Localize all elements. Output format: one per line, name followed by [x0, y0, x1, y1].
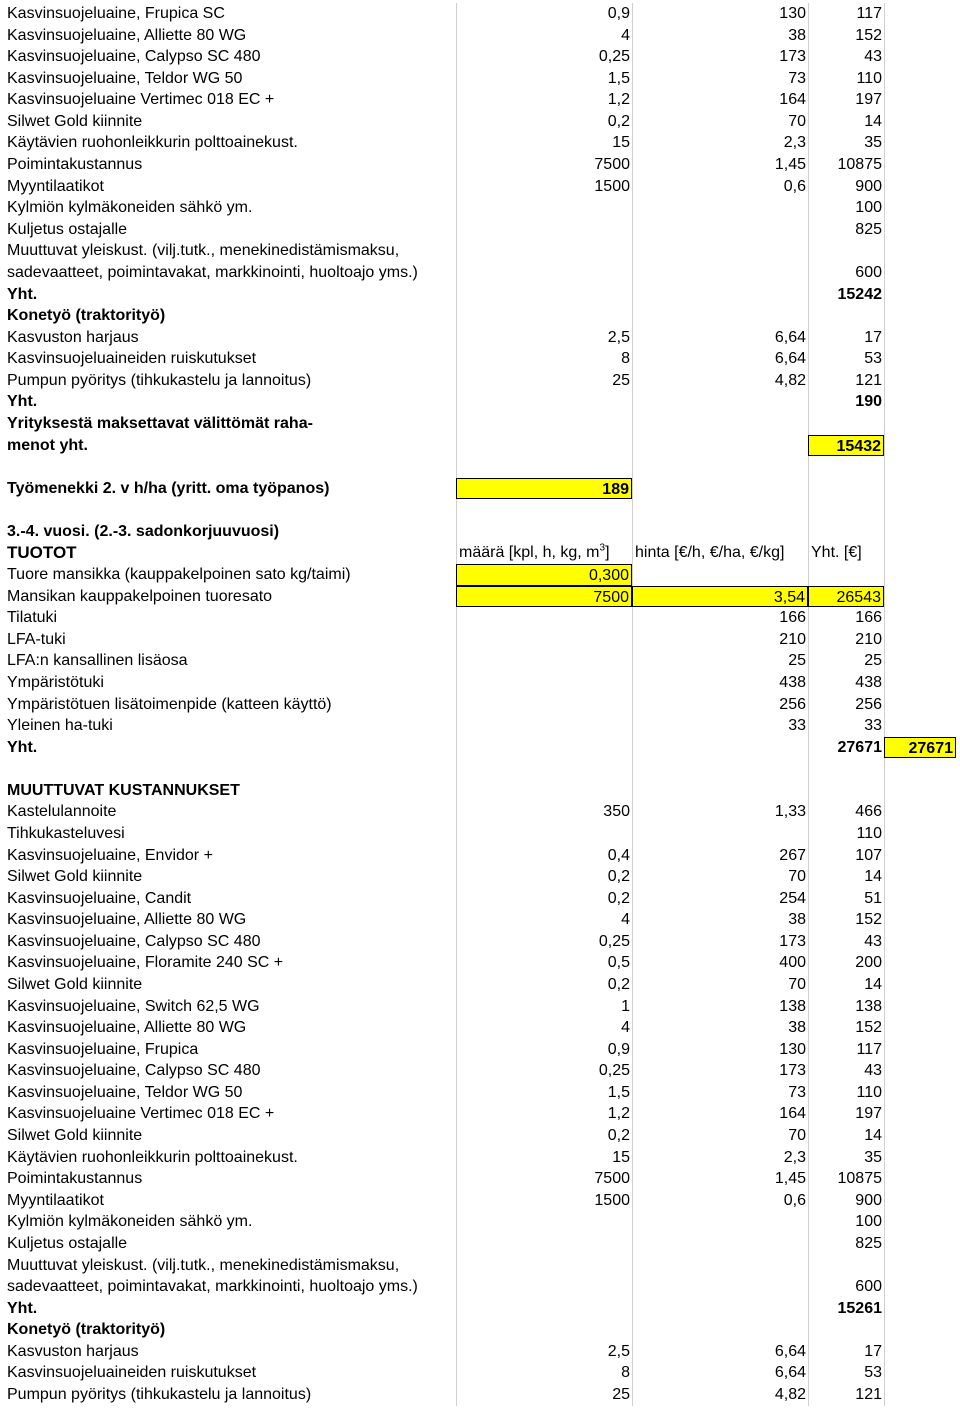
row-label-cell[interactable]: Silwet Gold kiinnite: [7, 976, 143, 994]
value-cell-d[interactable]: 152: [855, 1019, 882, 1037]
value-cell-c[interactable]: 33: [788, 717, 806, 735]
value-cell-d[interactable]: 15432: [808, 435, 884, 457]
value-cell-c[interactable]: 0,6: [783, 177, 806, 195]
value-cell-e[interactable]: 27671: [884, 737, 956, 759]
value-cell-b[interactable]: 0,25: [598, 932, 630, 950]
column-header-hinta[interactable]: hinta [€/h, €/ha, €/kg]: [635, 544, 785, 562]
row-label-cell[interactable]: Kasvinsuojeluaine, Calypso SC 480: [7, 48, 261, 66]
value-cell-c[interactable]: 138: [779, 997, 806, 1015]
table-row: [4, 952, 956, 974]
table-row: [4, 219, 956, 241]
table-row: [4, 564, 956, 586]
row-label-cell[interactable]: Silwet Gold kiinnite: [7, 1127, 143, 1145]
value-cell-b[interactable]: 7500: [456, 586, 632, 608]
table-row: [4, 327, 956, 349]
value-cell-c[interactable]: 6,64: [774, 350, 806, 368]
value-cell-b[interactable]: 8: [621, 350, 630, 368]
value-cell-b[interactable]: 0,2: [607, 1127, 630, 1145]
table-row: [4, 262, 956, 284]
table-row: [4, 1319, 956, 1341]
value-cell-d[interactable]: 33: [864, 717, 882, 735]
row-label-cell[interactable]: Kasvuston harjaus: [7, 328, 139, 346]
value-cell-c[interactable]: 400: [779, 954, 806, 972]
row-label-cell[interactable]: Muuttuvat yleiskust. (vilj.tutk., menekinedistämismaksu,: [7, 1256, 400, 1274]
row-label-cell[interactable]: Työmenekki 2. v h/ha (yritt. oma työpanos): [7, 479, 330, 497]
row-label-cell[interactable]: Tihkukasteluvesi: [7, 824, 125, 842]
table-row: [4, 25, 956, 47]
table-row: [4, 132, 956, 154]
table-row: [4, 521, 956, 543]
value-cell-c[interactable]: 70: [788, 868, 806, 886]
value-cell-d[interactable]: 256: [855, 695, 882, 713]
table-row: [4, 1082, 956, 1104]
value-cell-d[interactable]: 17: [864, 328, 882, 346]
table-row: [4, 1362, 956, 1384]
table-row: [4, 1298, 956, 1320]
row-label-cell[interactable]: Pumpun pyöritys (tihkukastelu ja lannoitus): [7, 371, 312, 389]
value-cell-b[interactable]: 0,25: [598, 48, 630, 66]
value-cell-d[interactable]: 152: [855, 911, 882, 929]
row-label-cell[interactable]: Kasvinsuojeluaine, Alliette 80 WG: [7, 26, 247, 44]
table-row: [4, 478, 956, 500]
value-cell-b[interactable]: 1,5: [607, 1083, 630, 1101]
value-cell-d[interactable]: 152: [855, 26, 882, 44]
value-cell-c[interactable]: 164: [779, 1105, 806, 1123]
value-cell-b[interactable]: 0,2: [607, 889, 630, 907]
table-row: [4, 1017, 956, 1039]
value-cell-d[interactable]: 466: [855, 803, 882, 821]
table-row: [4, 845, 956, 867]
row-label-cell[interactable]: Kasvinsuojeluaine, Frupica SC: [7, 5, 225, 22]
table-row: [4, 888, 956, 910]
table-row: [4, 176, 956, 198]
value-cell-c[interactable]: 1,33: [774, 803, 806, 821]
value-cell-d[interactable]: 138: [855, 997, 882, 1015]
value-cell-c[interactable]: 438: [779, 673, 806, 691]
header-text: ]: [605, 544, 610, 562]
value-cell-d[interactable]: 10875: [837, 156, 882, 174]
value-cell-b[interactable]: 1,5: [607, 69, 630, 87]
value-cell-d[interactable]: 110: [856, 69, 882, 87]
table-row: [4, 1255, 956, 1277]
spreadsheet: [4, 3, 956, 1406]
value-cell-d[interactable]: 43: [864, 1062, 882, 1080]
value-cell-c[interactable]: 70: [788, 1127, 806, 1145]
table-row: [4, 499, 956, 521]
table-row: [4, 694, 956, 716]
value-cell-b[interactable]: 25: [612, 1386, 630, 1403]
row-label-cell[interactable]: Ympäristötuki: [7, 673, 104, 691]
value-cell-c[interactable]: 164: [779, 91, 806, 109]
value-cell-d[interactable]: 107: [855, 846, 882, 864]
row-label-cell[interactable]: Kastelulannoite: [7, 803, 117, 821]
value-cell-d[interactable]: 14: [864, 112, 882, 130]
value-cell-c[interactable]: 210: [779, 630, 806, 648]
value-cell-c[interactable]: 38: [788, 26, 806, 44]
value-cell-d[interactable]: 200: [855, 954, 882, 972]
table-row: [4, 1147, 956, 1169]
value-cell-c[interactable]: 25: [788, 652, 806, 670]
row-label-cell[interactable]: LFA-tuki: [7, 630, 66, 648]
value-cell-d[interactable]: 900: [855, 1191, 882, 1209]
row-label-cell[interactable]: Kasvinsuojeluaine, Teldor WG 50: [7, 69, 243, 87]
table-row: [4, 68, 956, 90]
row-label-cell[interactable]: Kasvinsuojeluaine, Floramite 240 SC +: [7, 954, 284, 972]
row-label-cell[interactable]: Yht.: [7, 393, 38, 411]
row-label-cell[interactable]: Yht.: [7, 1299, 38, 1317]
value-cell-b[interactable]: 0,2: [607, 976, 630, 994]
value-cell-b[interactable]: 0,2: [607, 112, 630, 130]
value-cell-c[interactable]: 70: [788, 112, 806, 130]
table-row: [4, 413, 956, 435]
value-cell-d[interactable]: 117: [856, 1040, 882, 1058]
table-row: [4, 89, 956, 111]
table-row: [4, 1060, 956, 1082]
row-label-cell[interactable]: sadevaatteet, poimintavakat, markkinointi, huoltoajo yms.): [7, 1278, 418, 1296]
table-row: [4, 866, 956, 888]
row-label-cell[interactable]: Kasvinsuojeluaine, Frupica: [7, 1040, 199, 1058]
row-label-cell[interactable]: Kasvinsuojeluaine, Alliette 80 WG: [7, 911, 247, 929]
row-label-cell[interactable]: Käytävien ruohonleikkurin polttoainekust.: [7, 134, 298, 152]
row-label-cell[interactable]: Muuttuvat yleiskust. (vilj.tutk., menekinedistämismaksu,: [7, 242, 400, 260]
value-cell-b[interactable]: 2,5: [607, 1342, 630, 1360]
value-cell-c[interactable]: 1,45: [774, 1170, 806, 1188]
row-label-cell[interactable]: Kuljetus ostajalle: [7, 1234, 128, 1252]
value-cell-c[interactable]: 166: [779, 609, 806, 627]
value-cell-b[interactable]: 1,2: [607, 1105, 630, 1123]
row-label-cell[interactable]: Poimintakustannus: [7, 1170, 143, 1188]
value-cell-d[interactable]: 25: [864, 652, 882, 670]
value-cell-d[interactable]: 121: [855, 1386, 882, 1403]
value-cell-b[interactable]: 0,300: [456, 564, 632, 586]
row-label-cell[interactable]: Käytävien ruohonleikkurin polttoainekust.: [7, 1148, 298, 1166]
value-cell-b[interactable]: 15: [612, 134, 630, 152]
table-row: [4, 284, 956, 306]
row-label-cell[interactable]: Kasvinsuojeluaine Vertimec 018 EC +: [7, 1105, 275, 1123]
value-cell-c[interactable]: 1,45: [774, 156, 806, 174]
row-label-cell[interactable]: Mansikan kauppakelpoinen tuoresato: [7, 587, 273, 605]
table-row: [4, 650, 956, 672]
value-cell-b[interactable]: 189: [456, 478, 632, 500]
table-row: [4, 672, 956, 694]
value-cell-b[interactable]: 15: [612, 1148, 630, 1166]
value-cell-d[interactable]: 15242: [837, 285, 882, 303]
table-row: [4, 974, 956, 996]
value-cell-c[interactable]: 4,82: [774, 1386, 806, 1403]
table-row: [4, 715, 956, 737]
value-cell-c[interactable]: 2,3: [783, 1148, 806, 1166]
row-label-cell[interactable]: menot yht.: [7, 436, 88, 454]
value-cell-c[interactable]: 0,6: [783, 1191, 806, 1209]
row-label-cell[interactable]: Konetyö (traktorityö): [7, 307, 166, 325]
value-cell-c[interactable]: 38: [788, 911, 806, 929]
table-row: [4, 240, 956, 262]
row-label-cell[interactable]: Tuore mansikka (kauppakelpoinen sato kg/taimi): [7, 566, 351, 584]
value-cell-c[interactable]: 173: [779, 1062, 806, 1080]
table-row: [4, 1341, 956, 1363]
table-row: [4, 3, 956, 25]
value-cell-d[interactable]: 110: [856, 824, 882, 842]
value-cell-d[interactable]: 190: [855, 393, 882, 411]
table-row: [4, 586, 956, 608]
table-row: [4, 197, 956, 219]
value-cell-d[interactable]: 438: [855, 673, 882, 691]
value-cell-d[interactable]: 121: [855, 371, 882, 389]
value-cell-b[interactable]: 1500: [594, 177, 630, 195]
value-cell-c[interactable]: 254: [779, 889, 806, 907]
table-row: [4, 1276, 956, 1298]
value-cell-c[interactable]: 73: [788, 1083, 806, 1101]
value-cell-c[interactable]: 6,64: [774, 328, 806, 346]
value-cell-d[interactable]: 110: [856, 1083, 882, 1101]
row-label-cell[interactable]: Kasvinsuojeluaineiden ruiskutukset: [7, 1364, 257, 1382]
value-cell-b[interactable]: 2,5: [607, 328, 630, 346]
section-heading[interactable]: TUOTOT: [7, 543, 77, 563]
table-row: [4, 1103, 956, 1125]
table-row: [4, 758, 956, 780]
table-row: [4, 348, 956, 370]
value-cell-d[interactable]: 43: [864, 48, 882, 66]
column-header-maara[interactable]: [456, 542, 632, 564]
row-label-cell[interactable]: Poimintakustannus: [7, 156, 143, 174]
table-row: [4, 154, 956, 176]
row-label-cell[interactable]: sadevaatteet, poimintavakat, markkinointi, huoltoajo yms.): [7, 263, 418, 281]
value-cell-c[interactable]: 256: [779, 695, 806, 713]
table-row: [4, 542, 956, 564]
value-cell-c[interactable]: 173: [779, 932, 806, 950]
table-row: [4, 1039, 956, 1061]
value-cell-d[interactable]: 900: [855, 177, 882, 195]
value-cell-d[interactable]: 35: [864, 1148, 882, 1166]
value-cell-b[interactable]: 7500: [594, 1170, 630, 1188]
value-cell-d[interactable]: 43: [864, 932, 882, 950]
header-superscript: 3: [599, 543, 606, 555]
row-label-cell[interactable]: Kasvinsuojeluaine, Teldor WG 50: [7, 1083, 243, 1101]
row-label-cell[interactable]: Tilatuki: [7, 609, 58, 627]
value-cell-c[interactable]: 173: [779, 48, 806, 66]
value-cell-d[interactable]: 10875: [837, 1170, 882, 1188]
value-cell-b[interactable]: 4: [621, 26, 630, 44]
table-row: [4, 780, 956, 802]
row-label-cell[interactable]: Kasvinsuojeluaine, Envidor +: [7, 846, 213, 864]
value-cell-d[interactable]: 600: [855, 263, 882, 281]
value-cell-c[interactable]: 130: [779, 5, 806, 22]
row-label-cell[interactable]: Silwet Gold kiinnite: [7, 868, 143, 886]
table-row: [4, 909, 956, 931]
value-cell-b[interactable]: 0,5: [607, 954, 630, 972]
value-cell-c[interactable]: 6,64: [774, 1364, 806, 1382]
value-cell-d[interactable]: 53: [864, 350, 882, 368]
row-label-cell[interactable]: Kasvinsuojeluaine, Calypso SC 480: [7, 1062, 261, 1080]
value-cell-d[interactable]: 166: [855, 609, 882, 627]
value-cell-c[interactable]: 6,64: [774, 1342, 806, 1360]
table-row: [4, 1211, 956, 1233]
value-cell-d[interactable]: 27671: [837, 738, 882, 756]
value-cell-d[interactable]: 14: [864, 976, 882, 994]
row-label-cell[interactable]: Myyntilaatikot: [7, 177, 104, 195]
row-label-cell[interactable]: Yrityksestä maksettavat välittömät raha-: [7, 414, 313, 432]
value-cell-d[interactable]: 15261: [837, 1299, 882, 1317]
value-cell-b[interactable]: 1,2: [607, 91, 630, 109]
value-cell-c[interactable]: 38: [788, 1019, 806, 1037]
row-label-cell[interactable]: Konetyö (traktorityö): [7, 1321, 166, 1339]
value-cell-d[interactable]: 600: [855, 1278, 882, 1296]
value-cell-b[interactable]: 0,2: [607, 868, 630, 886]
value-cell-d[interactable]: 35: [864, 134, 882, 152]
table-row: [4, 46, 956, 68]
value-cell-c[interactable]: 2,3: [783, 134, 806, 152]
value-cell-b[interactable]: 4: [621, 911, 630, 929]
row-label-cell[interactable]: Yht.: [7, 285, 38, 303]
table-row: [4, 823, 956, 845]
row-label-cell[interactable]: 3.-4. vuosi. (2.-3. sadonkorjuuvuosi): [7, 522, 280, 540]
value-cell-d[interactable]: 14: [864, 1127, 882, 1145]
row-label-cell[interactable]: Kasvinsuojeluaine, Alliette 80 WG: [7, 1019, 247, 1037]
table-row: [4, 1190, 956, 1212]
value-cell-b[interactable]: 4: [621, 1019, 630, 1037]
value-cell-b[interactable]: 25: [612, 371, 630, 389]
value-cell-c[interactable]: 130: [779, 1040, 806, 1058]
table-row: [4, 801, 956, 823]
header-text: määrä [kpl, h, kg, m: [459, 544, 600, 562]
table-row: [4, 1125, 956, 1147]
value-cell-d[interactable]: 210: [855, 630, 882, 648]
value-cell-d[interactable]: 26543: [808, 586, 884, 608]
table-row: [4, 931, 956, 953]
value-cell-c[interactable]: 267: [779, 846, 806, 864]
table-row: [4, 370, 956, 392]
value-cell-b[interactable]: 0,9: [607, 5, 630, 22]
table-row: [4, 456, 956, 478]
table-row: [4, 111, 956, 133]
value-cell-b[interactable]: 1500: [594, 1191, 630, 1209]
value-cell-b[interactable]: 1: [621, 997, 630, 1015]
value-cell-b[interactable]: 0,9: [607, 1040, 630, 1058]
value-cell-d[interactable]: 17: [864, 1342, 882, 1360]
table-row: [4, 435, 956, 457]
row-label-cell[interactable]: Kasvinsuojeluaine Vertimec 018 EC +: [7, 91, 275, 109]
value-cell-d[interactable]: 197: [855, 91, 882, 109]
row-label-cell[interactable]: Kasvinsuojeluaine, Calypso SC 480: [7, 932, 261, 950]
table-row: [4, 305, 956, 327]
row-label-cell[interactable]: Pumpun pyöritys (tihkukastelu ja lannoitus): [7, 1386, 312, 1403]
row-label-cell[interactable]: Myyntilaatikot: [7, 1191, 104, 1209]
column-header-yht[interactable]: Yht. [€]: [811, 544, 862, 562]
table-row: [4, 607, 956, 629]
value-cell-b[interactable]: 0,25: [598, 1062, 630, 1080]
value-cell-d[interactable]: 53: [864, 1364, 882, 1382]
value-cell-d[interactable]: 14: [864, 868, 882, 886]
value-cell-d[interactable]: 197: [855, 1105, 882, 1123]
row-label-cell[interactable]: Yleinen ha-tuki: [7, 717, 113, 735]
row-label-cell[interactable]: Kasvuston harjaus: [7, 1342, 139, 1360]
table-row: [4, 629, 956, 651]
row-label-cell[interactable]: MUUTTUVAT KUSTANNUKSET: [7, 781, 240, 799]
row-label-cell[interactable]: Kasvinsuojeluaineiden ruiskutukset: [7, 350, 257, 368]
value-cell-c[interactable]: 70: [788, 976, 806, 994]
row-label-cell[interactable]: Kylmiön kylmäkoneiden sähkö ym.: [7, 199, 253, 217]
table-row: [4, 1168, 956, 1190]
row-label-cell[interactable]: Ympäristötuen lisätoimenpide (katteen käyttö): [7, 695, 332, 713]
row-label-cell[interactable]: Kasvinsuojeluaine, Switch 62,5 WG: [7, 997, 260, 1015]
table-row: [4, 391, 956, 413]
value-cell-d[interactable]: 117: [856, 5, 882, 22]
row-label-cell[interactable]: Silwet Gold kiinnite: [7, 112, 143, 130]
row-label-cell[interactable]: Kasvinsuojeluaine, Candit: [7, 889, 192, 907]
value-cell-d[interactable]: 100: [855, 1213, 882, 1231]
table-row: [4, 737, 956, 759]
value-cell-c[interactable]: 4,82: [774, 371, 806, 389]
value-cell-d[interactable]: 825: [855, 220, 882, 238]
row-label-cell[interactable]: Kylmiön kylmäkoneiden sähkö ym.: [7, 1213, 253, 1231]
row-label-cell[interactable]: Kuljetus ostajalle: [7, 220, 128, 238]
row-label-cell[interactable]: Yht.: [7, 738, 38, 756]
table-row: [4, 1384, 956, 1406]
value-cell-b[interactable]: 7500: [594, 156, 630, 174]
value-cell-b[interactable]: 8: [621, 1364, 630, 1382]
value-cell-c[interactable]: 73: [788, 69, 806, 87]
value-cell-c[interactable]: 3,54: [632, 586, 808, 608]
value-cell-d[interactable]: 51: [864, 889, 882, 907]
table-row: [4, 996, 956, 1018]
value-cell-d[interactable]: 100: [855, 199, 882, 217]
value-cell-d[interactable]: 825: [855, 1234, 882, 1252]
value-cell-b[interactable]: 0,4: [607, 846, 630, 864]
table-row: [4, 1233, 956, 1255]
row-label-cell[interactable]: LFA:n kansallinen lisäosa: [7, 652, 188, 670]
value-cell-b[interactable]: 350: [603, 803, 630, 821]
